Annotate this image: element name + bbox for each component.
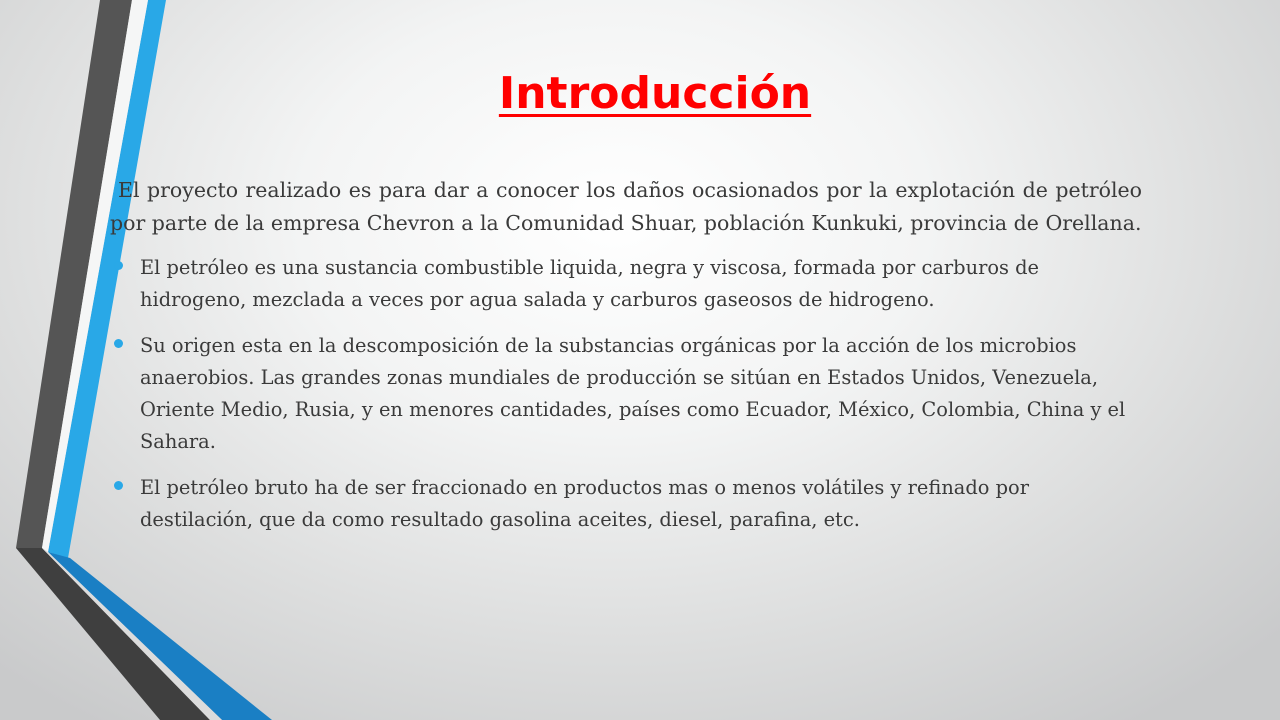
- bullet-dot-icon: [114, 481, 123, 490]
- bullet-item: [110, 252, 1142, 316]
- bullet-dot-icon: [114, 261, 123, 270]
- dark-diagonal-stripe: [16, 548, 210, 720]
- slide-title: Introducción: [498, 68, 812, 119]
- slide-body: [110, 174, 1142, 550]
- bullet-item: [110, 330, 1142, 458]
- bullet-item: [110, 472, 1142, 536]
- intro-paragraph: El proyecto realizado es para dar a conocer los daños ocasionados por la explotación de petróleo por parte de la empresa Chevron a la Comunidad Shuar, población Kunkuki, provincia de Orellana.: [110, 178, 1142, 235]
- bullet-list: [110, 252, 1142, 536]
- bullet-text: El petróleo es una sustancia combustible liquida, negra y viscosa, formada por carburos de hidrogeno, mezclada a veces por agua salada y carburos gaseosos de hidrogeno.: [140, 256, 1040, 311]
- gray-diagonal-stripe: [42, 548, 222, 720]
- bullet-text: Su origen esta en la descomposición de la substancias orgánicas por la acción de los microbios anaerobios. Las grandes zonas mundiales de producción se sitúan en Estados Unidos, Venezuela, Oriente Medio, Rusia, y en menores cantidades, países como Ecuador, México, Colombia, China y el Sahara.: [140, 334, 1126, 453]
- bullet-text: El petróleo bruto ha de ser fraccionado en productos mas o menos volátiles y refinado por destilación, que da como resultado gasolina aceites, diesel, parafina, etc.: [140, 476, 1029, 531]
- bullet-dot-icon: [114, 339, 123, 348]
